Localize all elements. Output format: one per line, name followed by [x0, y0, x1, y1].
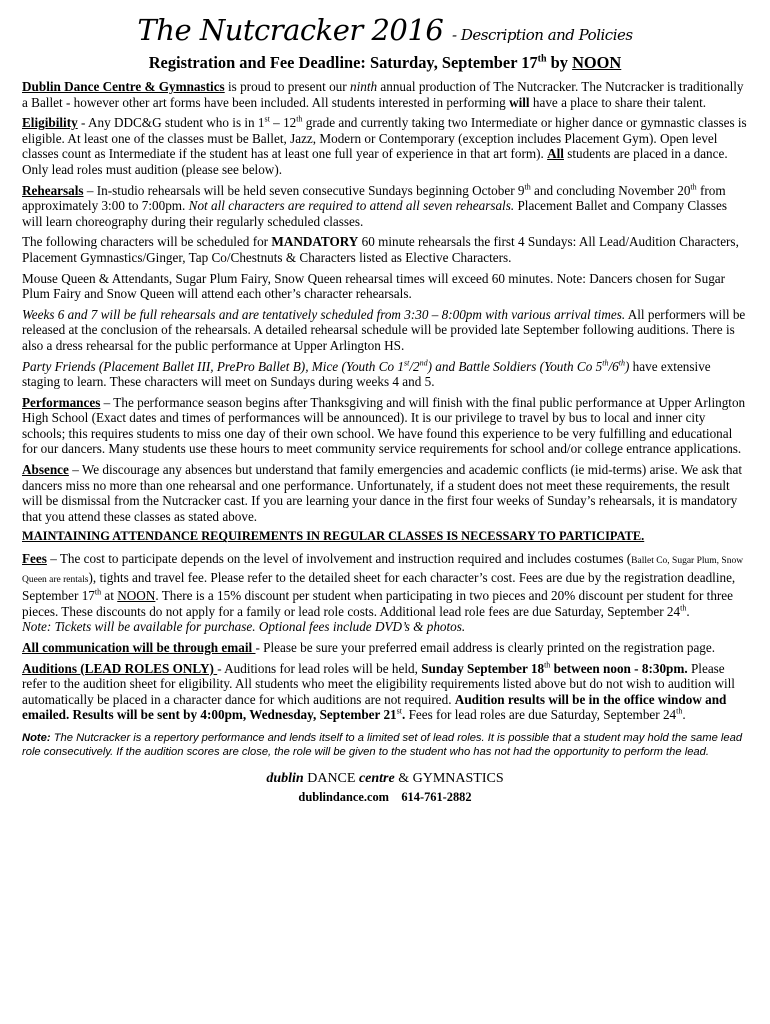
footer-phone: 614-761-2882	[401, 789, 472, 804]
footer-contact	[22, 788, 748, 806]
absence-paragraph: Absence – We discourage any absences but understand that family emergencies and academic conflicts (ie mid-terms) arise. We ask that dancers miss no more than one rehearsal and one performance. Unfortunately, if a student does not meet these requirements, the result will be dismissal from the Nutcracker cast. If you are learning your dance in the first four weeks of Sunday’s rehearsals, it is mandatory that you attend these classes as stated above.	[22, 462, 743, 524]
page-title	[22, 14, 748, 51]
fees-note: Note: Tickets will be available for purchase. Optional fees include DVD’s & photos.	[22, 619, 466, 635]
intro-paragraph: Dublin Dance Centre & Gymnastics is proud to present our ninth annual production of The Nutcracker. The Nutcracker is traditionally a Ballet - however other art forms have been included. All students interested in performing will have a place to share their talent.	[22, 79, 744, 110]
eligibility-paragraph: Eligibility - Any DDC&G student who is in 1st – 12th grade and currently taking two Intermediate or higher dance or gymnastic classes is eligible. At least one of the classes must be Ballet, Jazz, Modern or Contemporary (exception includes Placement Gym). Open level classes count as Intermediate if the student has at least one full year of experience in that art form). All students are placed in a dance. Only lead roles must audition (please see below).	[22, 114, 747, 177]
auditions-heading: Auditions (LEAD ROLES ONLY)	[22, 660, 218, 676]
weeks-paragraph: Weeks 6 and 7 will be full rehearsals and are tentatively scheduled from 3:30 – 8:00pm with various arrival times. All performers will be released at the conclusion of the rehearsals. A detailed rehearsal schedule will be provided late September following auditions. There is also a dress rehearsal for the public performance at Upper Arlington HS.	[22, 306, 746, 353]
fees-paragraph: Fees – The cost to participate depends on the level of involvement and instruction required and includes costumes (Ballet Co, Sugar Plum, Snow Queen are rentals), tights and travel fee. Please refer to the detailed sheet for each character’s cost. Fees are due by the registration deadline, September 17th at NOON. There is a 15% discount per student when participating in two pieces and 20% discount per student for three pieces. These discounts do not apply for a family or lead role costs. Additional lead role fees are due Saturday, September 24th. Note: Tickets will be available for purchase. Optional fees include DVD’s & photos.	[22, 551, 744, 635]
title-subtitle: - Description and Policies	[452, 26, 633, 44]
absence-heading: Absence	[22, 462, 69, 478]
document-page	[22, 0, 748, 806]
performances-paragraph: Performances – The performance season begins after Thanksgiving and will finish with the final public performance at Upper Arlington High School (Exact dates and times of performances will be announced). It is our privilege to travel by bus to local and inner city schools; this requires students to miss one day of their own school. We have found this experience to be very fulfilling and educational for our dancers. Many students use these hours to meet community service requirements for school and/or college entrance applications.	[22, 394, 746, 457]
footer-brand: dublin DANCE centre & GYMNASTICS	[266, 770, 504, 786]
auditions-paragraph: Auditions (LEAD ROLES ONLY) - Auditions for lead roles will be held, Sunday September 18th between noon - 8:30pm. Please refer to the audition sheet for eligibility. All students who meet the eligibility requirements listed above but do not wish to audition will automatically be placed in a character dance for which auditions are not required. Audition results will be in the office window and emailed. Results will be sent by 4:00pm, Wednesday, September 21st. Fees for lead roles are due Saturday, September 24th.	[22, 660, 735, 723]
party-friends-paragraph: Party Friends (Placement Ballet III, PrePro Ballet B), Mice (Youth Co 1st/2nd) and Battle Soldiers (Youth Co 5th/6th) have extensive staging to learn. These characters will meet on Sundays during weeks 4 and 5.	[22, 358, 711, 390]
communication-paragraph: All communication will be through email - Please be sure your preferred email address is clearly printed on the registration page.	[22, 640, 716, 655]
footer-website: dublindance.com	[298, 789, 389, 804]
eligibility-heading: Eligibility	[22, 115, 78, 131]
communication-heading: All communication will be through email	[22, 640, 256, 655]
deadline-time: NOON	[572, 53, 622, 72]
org-name: Dublin Dance Centre & Gymnastics	[22, 79, 225, 94]
mandatory-paragraph: The following characters will be scheduled for MANDATORY 60 minute rehearsals the first 4 Sundays: All Lead/Audition Characters, Placement Gymnastics/Ginger, Tap Co/Chestnuts & Characters listed as Elective Characters.	[22, 234, 739, 265]
attendance-requirement-notice: MAINTAINING ATTENDANCE REQUIREMENTS IN REGULAR CLASSES IS NECESSARY TO PARTICIPATE.	[22, 529, 645, 544]
lead-role-note: Note: The Nutcracker is a repertory performance and lends itself to a limited set of lead roles. It is possible that a student may hold the same lead role consecutively. If the audition scores are close, the role will be given to the student who has not had the opportunity to perform the lead.	[22, 731, 743, 759]
rehearsals-paragraph: Rehearsals – In-studio rehearsals will be held seven consecutive Sundays beginning October 9th and concluding November 20th from approximately 3:00 to 7:00pm. Not all characters are required to attend all seven rehearsals. Placement Ballet and Company Classes will learn choreography during their regularly scheduled classes.	[22, 182, 727, 229]
footer	[22, 770, 748, 806]
mouse-queen-paragraph: Mouse Queen & Attendants, Sugar Plum Fairy, Snow Queen rehearsal times will exceed 60 minutes. Note: Dancers chosen for Sugar Plum Fairy and Snow Queen will attend each other’s character rehearsals.	[22, 270, 726, 302]
registration-deadline: Registration and Fee Deadline: Saturday, September 17th by NOON	[148, 53, 622, 72]
rehearsals-heading: Rehearsals	[22, 182, 84, 198]
fees-heading: Fees	[22, 551, 47, 567]
title-main: The Nutcracker 2016	[137, 13, 444, 47]
performances-heading: Performances	[22, 394, 101, 410]
